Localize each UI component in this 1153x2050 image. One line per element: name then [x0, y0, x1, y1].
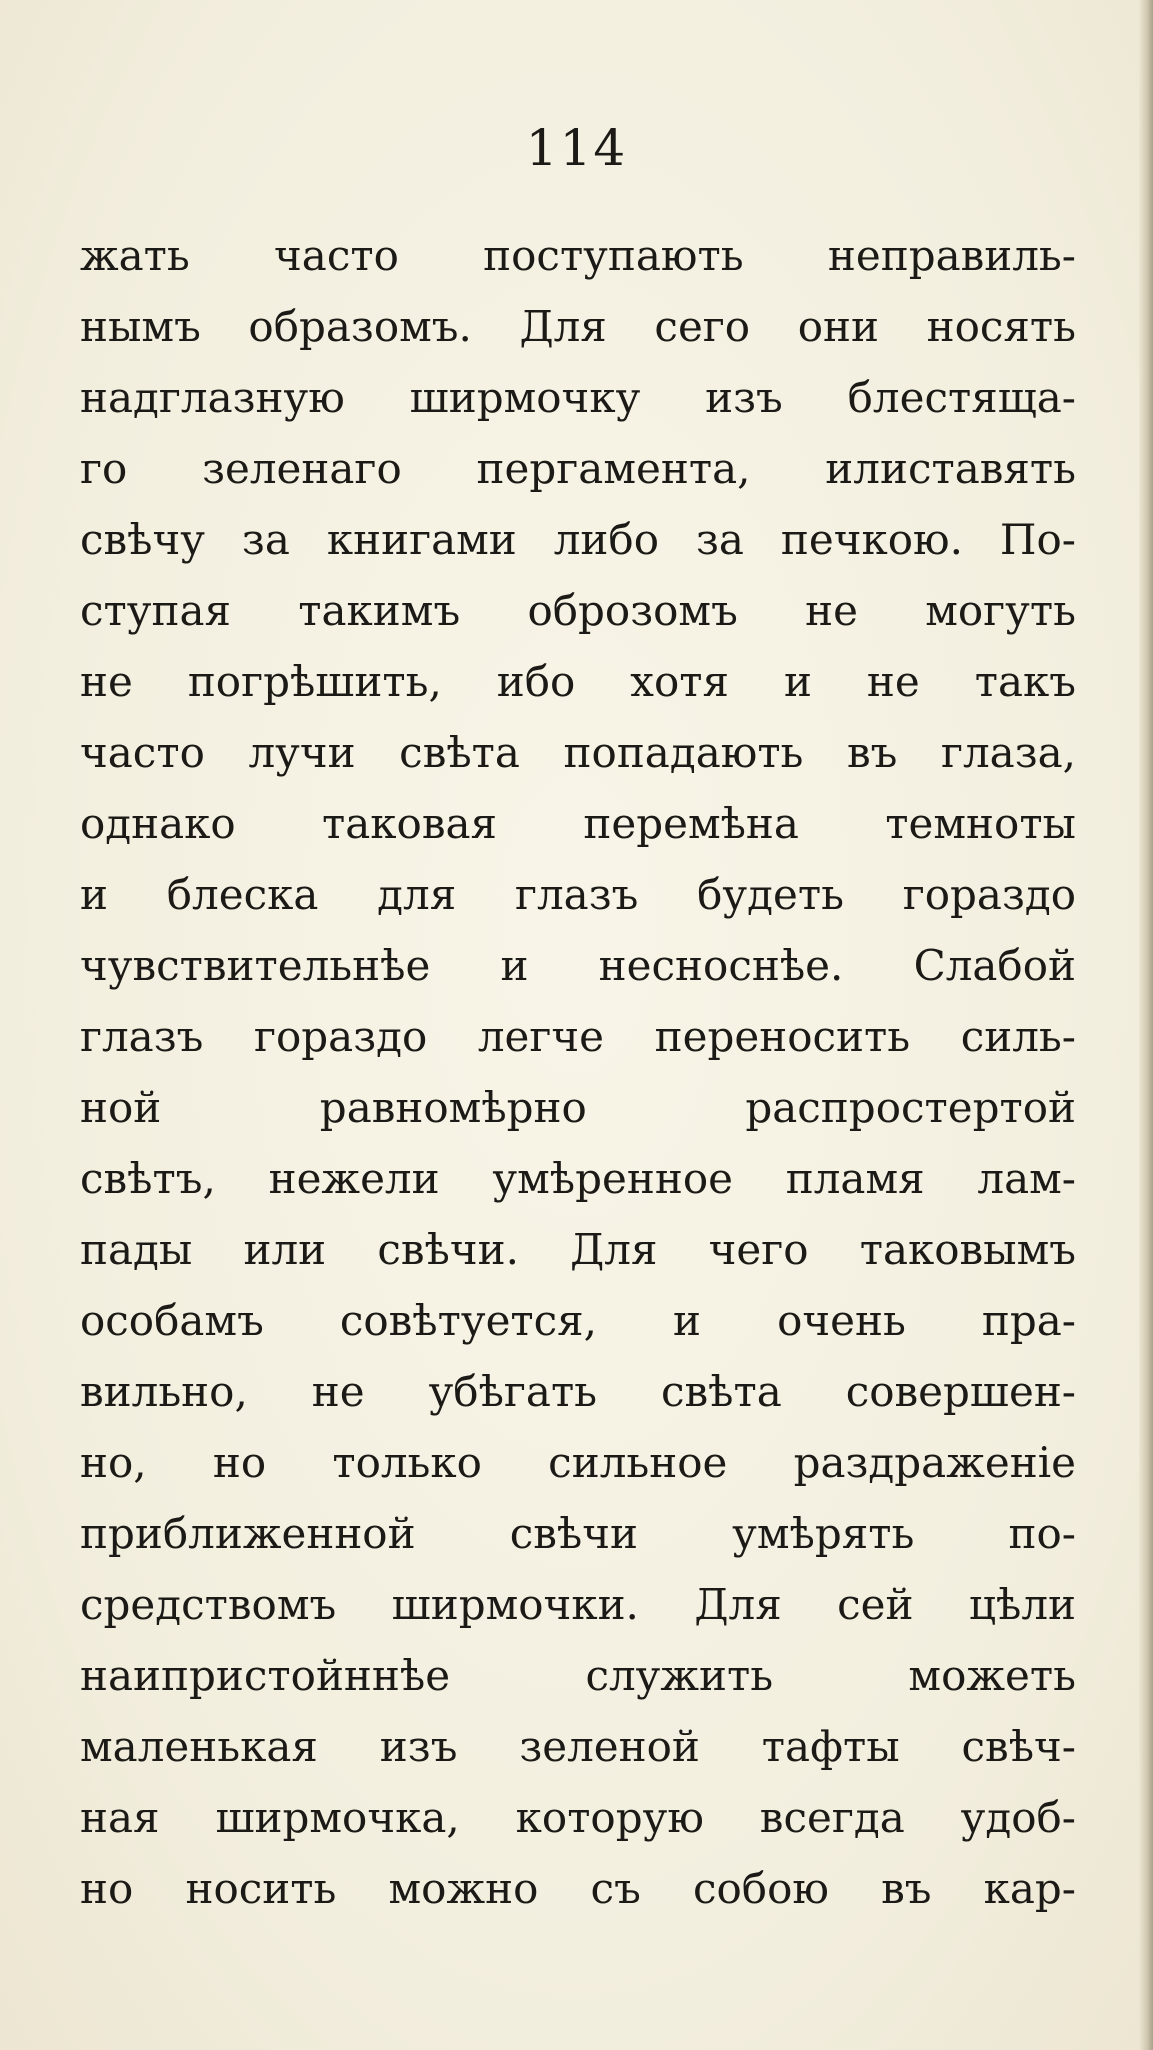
text-line: однако таковая перемѣна темноты — [80, 799, 1076, 848]
text-line: наипристойннѣе служить можеть — [80, 1651, 1076, 1700]
text-line: особамъ совѣтуется, и очень пра- — [80, 1296, 1076, 1345]
text-line: но носить можно съ собою въ кар- — [80, 1864, 1076, 1913]
body-text — [80, 220, 1076, 1924]
text-line: и блеска для глазъ будеть гораздо — [80, 870, 1076, 919]
text-line: вильно, не убѣгать свѣта совершен- — [80, 1367, 1076, 1416]
text-line: чувствительнѣе и несноснѣе. Слабой — [80, 941, 1076, 990]
text-line: маленькая изъ зеленой тафты свѣч- — [80, 1722, 1076, 1771]
text-line: нымъ образомъ. Для сего они носять — [80, 302, 1076, 351]
page-number: 114 — [525, 119, 628, 177]
text-line: пады или свѣчи. Для чего таковымъ — [80, 1225, 1076, 1274]
text-line: ступая такимъ оброзомъ не могуть — [80, 586, 1076, 635]
text-line: ная ширмочка, которую всегда удоб- — [80, 1793, 1076, 1842]
text-line: приближенной свѣчи умѣрять по- — [80, 1509, 1076, 1558]
text-line: го зеленаго пергамента, илиставять — [80, 444, 1076, 493]
text-line: свѣтъ, нежели умѣренное пламя лам- — [80, 1154, 1076, 1203]
text-line: надглазную ширмочку изъ блестяща- — [80, 373, 1076, 422]
text-line: часто лучи свѣта попадають въ глаза, — [80, 728, 1076, 777]
text-line: не погрѣшить, ибо хотя и не такъ — [80, 657, 1076, 706]
text-line: глазъ гораздо легче переносить силь- — [80, 1012, 1076, 1061]
text-line: ной равномѣрно распростертой — [80, 1083, 1076, 1132]
text-line: средствомъ ширмочки. Для сей цѣли — [80, 1580, 1076, 1629]
text-line: свѣчу за книгами либо за печкою. По- — [80, 515, 1076, 564]
text-line: жать часто поступають неправиль- — [80, 231, 1076, 280]
text-line: но, но только сильное раздраженіе — [80, 1438, 1076, 1487]
page-edge — [1139, 0, 1153, 2050]
